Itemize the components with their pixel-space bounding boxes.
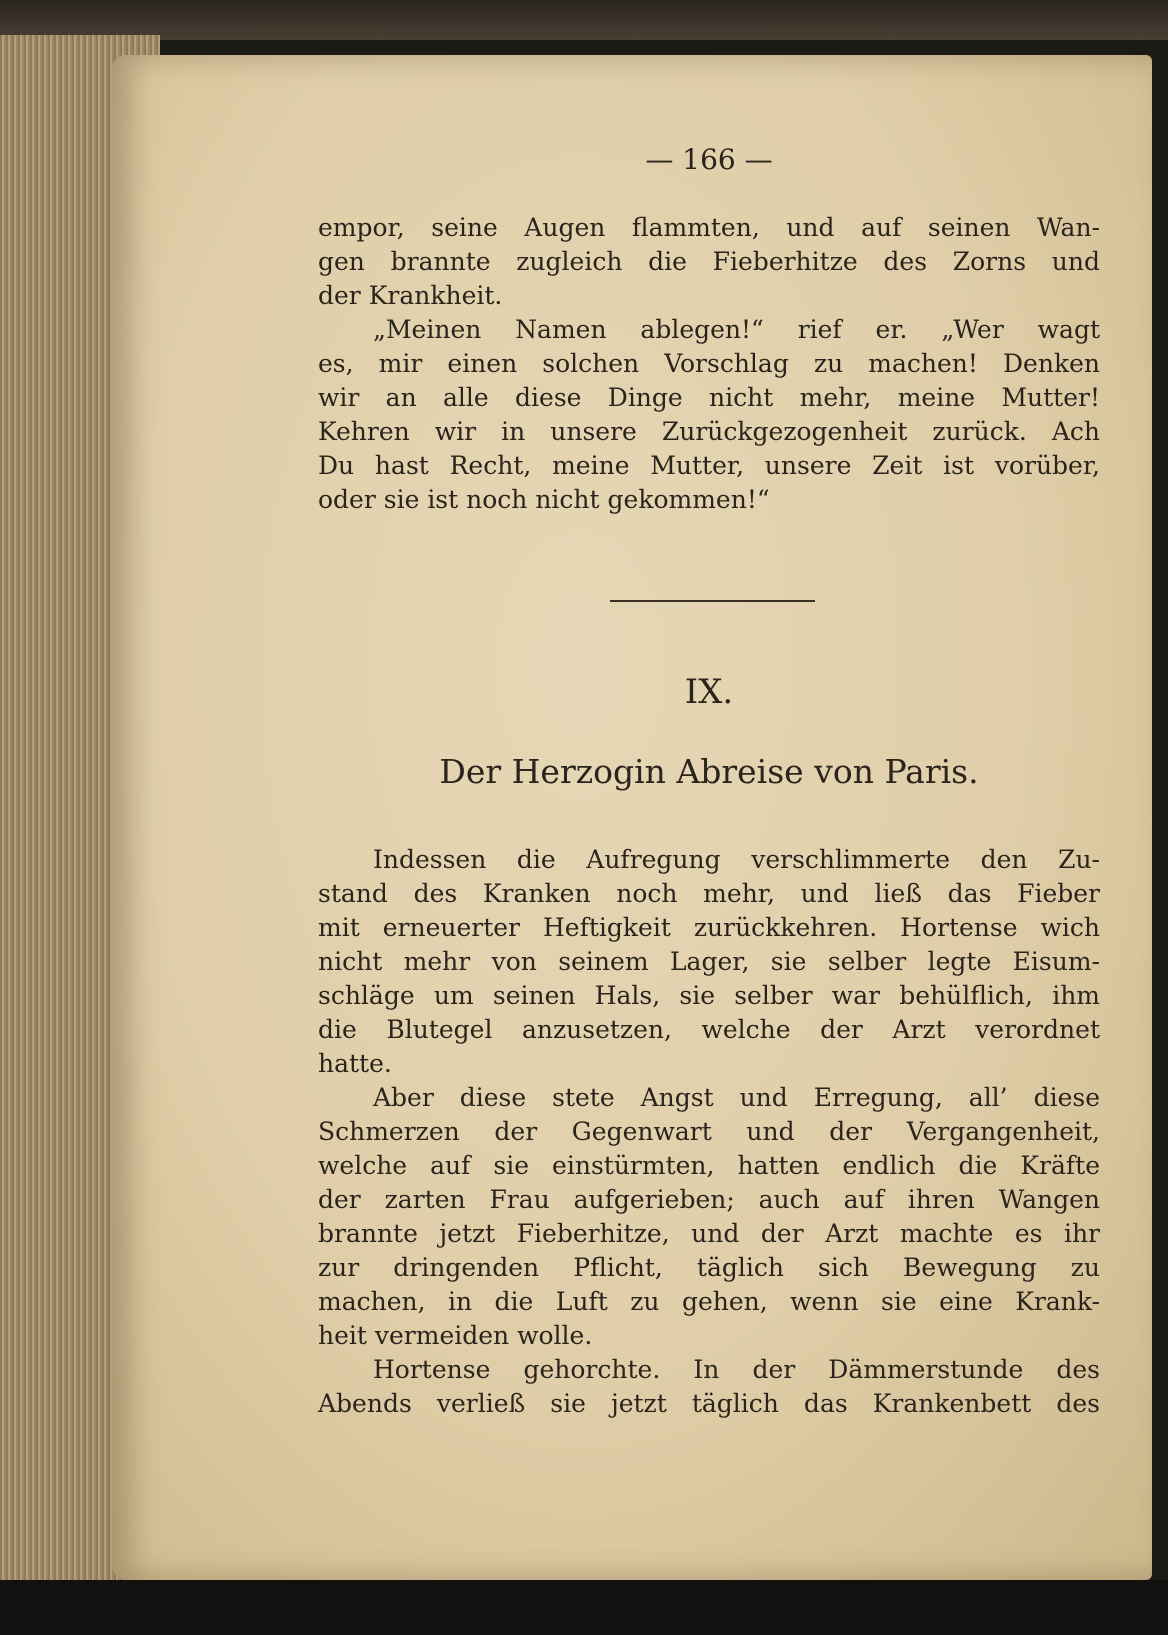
- text-line: Abends verließ sie jetzt täglich das Krankenbett des: [318, 1389, 1100, 1418]
- text-line: schläge um seinen Hals, sie selber war behülflich, ihm: [318, 981, 1100, 1010]
- text-line: mit erneuerter Heftigkeit zurückkehren. Hortense wich: [318, 913, 1100, 942]
- text-line: hatte.: [318, 1049, 392, 1078]
- background: [0, 1580, 1168, 1635]
- paragraph: [318, 313, 1100, 517]
- text-line: welche auf sie einstürmten, hatten endlich die Kräfte: [318, 1151, 1100, 1180]
- text-line: der zarten Frau aufgerieben; auch auf ihren Wangen: [318, 1185, 1100, 1214]
- text-block-main: [318, 843, 1100, 1421]
- text-line: Du hast Recht, meine Mutter, unsere Zeit ist vorüber,: [318, 451, 1100, 480]
- text-line: Kehren wir in unsere Zurückgezogenheit zurück. Ach: [318, 417, 1100, 446]
- text-line: gen brannte zugleich die Fieberhitze des Zorns und: [318, 247, 1100, 276]
- text-line: stand des Kranken noch mehr, und ließ das Fieber: [318, 879, 1100, 908]
- paragraph: [318, 843, 1100, 1081]
- text-line: nicht mehr von seinem Lager, sie selber legte Eisum-: [318, 947, 1100, 976]
- section-divider: [610, 600, 815, 602]
- text-line: zur dringenden Pflicht, täglich sich Bewegung zu: [318, 1253, 1100, 1282]
- book-cover: [0, 0, 1168, 40]
- text-line: Schmerzen der Gegenwart und der Vergangenheit,: [318, 1117, 1100, 1146]
- paragraph: [318, 1081, 1100, 1353]
- text-line: oder sie ist noch nicht gekommen!“: [318, 485, 770, 514]
- text-line: Indessen die Aufregung verschlimmerte den Zu-: [373, 845, 1100, 874]
- text-line: „Meinen Namen ablegen!“ rief er. „Wer wagt: [373, 315, 1100, 344]
- text-line: der Krankheit.: [318, 281, 503, 310]
- page-number: — 166 —: [645, 143, 773, 176]
- paragraph: [318, 211, 1100, 313]
- text-line: brannte jetzt Fieberhitze, und der Arzt machte es ihr: [318, 1219, 1100, 1248]
- text-line: Hortense gehorchte. In der Dämmerstunde des: [373, 1355, 1100, 1384]
- chapter-title: Der Herzogin Abreise von Paris.: [439, 752, 979, 791]
- text-line: es, mir einen solchen Vorschlag zu machen! Denken: [318, 349, 1100, 378]
- text-line: heit vermeiden wolle.: [318, 1321, 593, 1350]
- text-line: empor, seine Augen flammten, und auf seinen Wan-: [318, 213, 1100, 242]
- chapter-number: IX.: [684, 672, 734, 712]
- text-block-top: [318, 211, 1100, 517]
- text-line: die Blutegel anzusetzen, welche der Arzt verordnet: [318, 1015, 1100, 1044]
- paragraph: [318, 1353, 1100, 1421]
- text-line: Aber diese stete Angst und Erregung, all’ diese: [373, 1083, 1100, 1112]
- text-line: machen, in die Luft zu gehen, wenn sie eine Krank-: [318, 1287, 1100, 1316]
- text-line: wir an alle diese Dinge nicht mehr, meine Mutter!: [318, 383, 1100, 412]
